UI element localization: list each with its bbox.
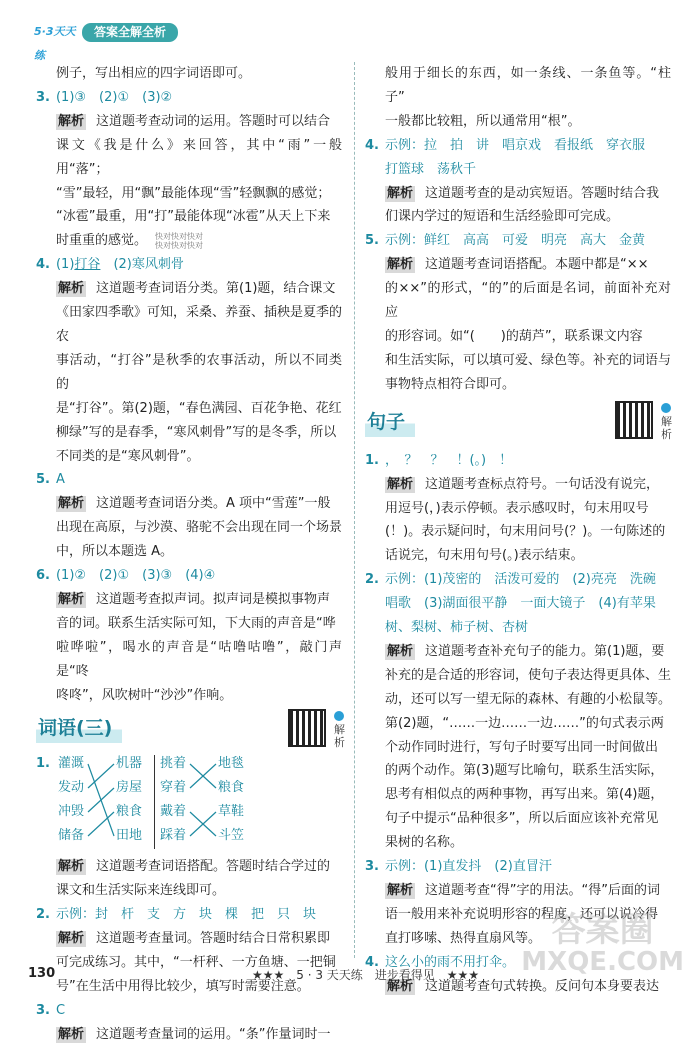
match-left-2: 发动: [58, 780, 85, 796]
text-line: 不同类的是“寒风刺骨”。: [56, 448, 200, 464]
analysis-q4b: 解析 这道题考查句式转换。反问句本身要表达: [387, 978, 660, 994]
question-number: 1.: [36, 756, 50, 772]
watermark: [521, 910, 684, 978]
match-right2-2: 粮食: [218, 780, 245, 796]
text-line: 是“打谷”。第(2)题，“春色满园、百花争艳、花红: [56, 400, 342, 416]
header-title: 答案全解全析: [82, 23, 178, 42]
footer-slogan: ★★★ 5 · 3 天天练 进步看得见 ★★★: [252, 968, 480, 982]
arrow-icon: [334, 711, 344, 721]
text-line: 《田家四季歌》可知，采桑、养蚕、插秧是夏季的农: [56, 305, 343, 344]
text-line: 的两个动作。第(3)题写比喻句，联系生活实际，: [385, 763, 664, 779]
text-line: “冰雹”最重，用“打”最能体现“冰雹”从天上下来: [56, 209, 331, 225]
qr-code-icon[interactable]: [615, 401, 653, 439]
analysis-q5: 解析 这道题考查词语搭配。本题中都是“××: [387, 257, 649, 273]
match-left-4: 储备: [58, 828, 85, 844]
section-header-juzi: [365, 407, 671, 439]
answer-q3: 3. 示例：(1)直发抖 (2)直冒汗: [365, 859, 552, 875]
matching-exercise: [36, 755, 342, 851]
answer-q3: 3. (1)③ (2)① (3)②: [36, 89, 173, 105]
qr-label: 解析: [334, 723, 345, 750]
qr-code-icon[interactable]: [288, 709, 326, 747]
analysis-q5: 解析 这道题考查词语分类。A 项中“雪莲”一般: [58, 496, 331, 512]
text-line: 音的词。联系生活实际可知，下大雨的声音是“哗: [56, 615, 336, 631]
answer-q1: 1. ， ？ ？ ！(。) ！: [365, 452, 513, 468]
match-right1-4: 踩着: [160, 828, 187, 844]
match-right2-4: 斗笠: [218, 828, 245, 844]
analysis-q6: 解析 这道题考查拟声词。拟声词是模拟事物声: [58, 591, 331, 607]
page-header: [0, 0, 696, 62]
text-line: 树、梨树、柿子树、杏树: [385, 620, 529, 636]
text-line: 的××”的形式，“的”的后面是名词，前面补充对应: [385, 281, 671, 321]
text-line: 唱歌 (3)湖面很平静 一面大镜子 (4)有苹果: [385, 596, 656, 612]
text-line: 柳绿”写的是春季，“寒风刺骨”写的是冬季，所以: [56, 424, 337, 440]
text-line: 事活动，“打谷”是秋季的农事活动，所以不同类的: [56, 352, 342, 392]
text-line: 时重重的感觉。 快对快对快对 快对快对快对: [56, 231, 204, 250]
page-number: 130: [28, 966, 56, 981]
brand-logo: 5·3天天练: [34, 25, 76, 62]
text-line: 第(2)题，“……一边……一边……”的句式表示两: [385, 715, 664, 731]
answer-q6: 6. (1)② (2)① (3)③ (4)④: [36, 568, 216, 584]
text-line: 出现在高原，与沙漠、骆驼不会出现在同一个场景: [56, 520, 343, 536]
analysis-q1: 解析 这道题考查标点符号。一句话没有说完，: [387, 476, 660, 492]
right-column: [365, 62, 671, 999]
text-line: 课文《我是什么》来回答，其中“雨”一般用“落”；: [56, 137, 342, 177]
text-line: (！)。表示疑问时，句末用问号(？)。一句陈述的: [385, 524, 666, 540]
match-mid-3: 粮食: [116, 804, 143, 820]
answer-q4b: 4. 这么小的雨不用打伞。: [365, 954, 515, 970]
match-left-3: 冲毁: [58, 804, 85, 820]
match-mid-4: 田地: [116, 828, 143, 844]
match-right2-3: 草鞋: [218, 804, 245, 820]
answer-q5: 5. A: [36, 472, 65, 488]
text-line: 思考有相似点的两种事物，再写出来。第(4)题，: [385, 787, 664, 803]
text-line: 中，所以本题选 A。: [56, 544, 174, 560]
match-right2-1: 地毯: [218, 756, 245, 772]
arrow-icon: [661, 403, 671, 413]
text-line: 语一般用来补充说明形容的程度，还可以说冷得: [385, 906, 659, 922]
text-line: 号”在生活中用得比较少，填写时需要注意。: [56, 979, 310, 994]
text-line: 动，还可以写一望无际的森林、有趣的小松鼠等。: [385, 691, 672, 707]
match-left-1: 灌溉: [58, 756, 85, 772]
text-line: 果树的名称。: [385, 835, 464, 851]
section-title: 词语(三): [36, 713, 122, 743]
text-line: 的形容词。如“( )的葫芦”，联系课文内容: [385, 328, 643, 344]
section-title: 句子: [365, 407, 415, 437]
text-line: 般用于细长的东西，如一条线、一条鱼等。“柱子”: [385, 66, 671, 105]
match-right1-2: 穿着: [160, 780, 187, 796]
qr-label: 解析: [661, 414, 672, 441]
match-mid-2: 房屋: [116, 780, 143, 796]
analysis-q2: 解析 这道题考查量词。答题时结合日常积累即: [58, 931, 331, 947]
matching-lines: [36, 755, 276, 851]
text-line: 事物特点相符合即可。: [385, 376, 516, 392]
watermark-line1: 答案圈: [551, 910, 654, 950]
match-mid-1: 机器: [116, 756, 143, 772]
answer-q5: 5. 示例：鲜红 高高 可爱 明亮 高大 金黄: [365, 233, 645, 249]
answer-q4: 4. 示例：拉 拍 讲 唱京戏 看报纸 穿衣服: [365, 137, 645, 153]
text-line: “雪”最轻，用“飘”最能体现“雪”轻飘飘的感觉；: [56, 185, 331, 201]
analysis-q1: 解析 这道题考查词语搭配。答题时结合学过的: [58, 859, 331, 875]
analysis-q2: 解析 这道题考查补充句子的能力。第(1)题，要: [387, 643, 665, 659]
text-line: 和生活实际，可以填可爱、绿色等。补充的词语与: [385, 352, 672, 368]
section-header-ciyu3: [36, 713, 345, 750]
text-line: 个动作同时进行，写句子时要写出同一时间做出: [385, 739, 659, 755]
text-line: 补充的是合适的形容词，使句子表达得更具体、生: [385, 667, 672, 683]
text-line: 一般都比较粗，所以通常用“根”。: [385, 113, 581, 129]
text-line: 们课内学过的短语和生活经验即可完成。: [385, 209, 620, 225]
text-line: 直打哆嗦、热得直扇风等。: [385, 930, 542, 946]
match-right1-1: 挑着: [160, 756, 187, 772]
analysis-q3: 解析 这道题考查“得”字的用法。“得”后面的词: [387, 883, 660, 898]
text-line: 打篮球 荡秋千: [385, 161, 477, 177]
text-line: 咚咚”，风吹树叶“沙沙”作响。: [56, 687, 233, 703]
answer-q2: 2. 示例：封 杆 支 方 块 棵 把 只 块: [36, 907, 316, 923]
text-line: 可完成练习。其中，“一杆秤、一方鱼塘、一把铜: [56, 955, 336, 971]
analysis-q3: 解析 这道题考查动词的运用。答题时可以结合: [58, 113, 331, 129]
small-stamp: 快对快对快对 快对快对快对: [155, 231, 204, 250]
answer-q2: 2. 示例：(1)茂密的 活泼可爱的 (2)亮亮 洗碗: [365, 572, 656, 588]
answer-q4: 4. (1)打谷 (2)寒风刺骨: [36, 257, 184, 273]
analysis-q3b: 解析 这道题考查量词的运用。“条”作量词时一: [58, 1026, 331, 1042]
watermark-line2: MXQE.COM: [521, 947, 684, 977]
answer-q3b: 3. C: [36, 1002, 66, 1018]
column-divider: [354, 62, 355, 958]
text-line: 啦哗啦”，喝水的声音是“咕噜咕噜”，敲门声是“咚: [56, 639, 342, 679]
text-line: 用逗号(，)表示停顿。表示感叹时，句末用叹号: [385, 500, 649, 516]
left-column: [36, 62, 345, 1047]
text-line: 句子中提示“品种很多”，所以后面应该补充常见: [385, 811, 659, 827]
text-line: 话说完，句末用句号(。)表示结束。: [385, 548, 584, 564]
analysis-q4: 解析 这道题考查词语分类。第(1)题，结合课文: [58, 281, 336, 297]
text-line: 课文和生活实际来连线即可。: [56, 883, 226, 899]
match-right1-3: 戴着: [160, 804, 187, 820]
text-line: 例子，写出相应的四字词语即可。: [56, 66, 252, 81]
analysis-q4: 解析 这道题考查的是动宾短语。答题时结合我: [387, 185, 660, 201]
